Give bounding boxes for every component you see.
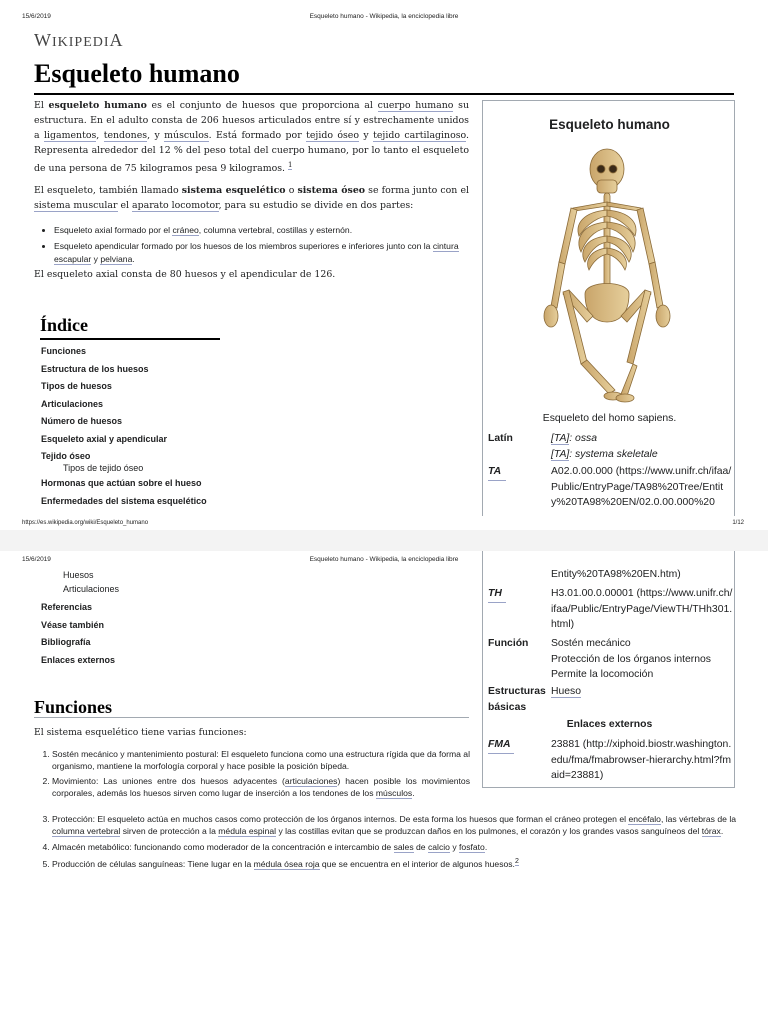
link-medula-espinal[interactable]: médula espinal bbox=[218, 826, 277, 837]
funciones-list bbox=[34, 748, 470, 802]
list-item: 2. Movimiento: Las uniones entre dos huesos adyacentes (articulaciones) hacen posible los movimientos corporales, además los huesos sirven como lugar de inserción a los tendones de los músculos. bbox=[52, 775, 470, 800]
link-cintura-escapular[interactable]: cintura escapular bbox=[54, 241, 459, 264]
title-divider bbox=[34, 93, 734, 95]
list-item: 4. Almacén metabólico: funcionando como moderador de la concentración e intercambio de sales de calcio y fosfato. bbox=[52, 841, 736, 853]
toc-item-enfermedades[interactable]: Enfermedades del sistema esquelético bbox=[41, 495, 207, 506]
page-gap bbox=[0, 530, 768, 551]
list-item: • Esqueleto axial formado por el cráneo, columna vertebral, costillas y esternón. bbox=[54, 224, 474, 237]
infobox-continued: Entity%20TA98%20EN.htm) TH H3.01.00.0.00001 (https://www.unifr.ch/ifaa/Public/EntryPage/ViewTH/THh301.html) Función Sostén mecánico Protección de los órganos internos Permite la locomoción Estructuras básicas Hueso Enlaces externos FMA 23881 (http://xiphoid.biostr.washington.edu/fma/fmabrowser-hierarchy.html?fmaid=23881) bbox=[482, 551, 735, 788]
paragraph-sistema-oseo: El esqueleto, también llamado sistema esquelético o sistema óseo se forma junto con el sistema muscular el aparato locomotor, para su estudio se divide en dos partes: bbox=[34, 185, 469, 211]
funciones-list-cont bbox=[34, 813, 736, 873]
section-title-funciones: Funciones bbox=[34, 697, 113, 717]
list-item: 1. Sostén mecánico y mantenimiento postural: El esqueleto funciona como una estructura rígida que da forma al organismo, mantiene la morfología corporal y hace posible la posición bípeda. bbox=[52, 748, 470, 773]
link-sistema-muscular[interactable]: sistema muscular bbox=[34, 200, 118, 211]
link-cuerpo-humano[interactable]: cuerpo humano bbox=[377, 100, 454, 111]
link-fma-label[interactable]: FMA bbox=[488, 737, 514, 754]
toc-item-vease-tambien[interactable]: Véase también bbox=[41, 619, 105, 630]
toc-item-numero-huesos[interactable]: Número de huesos bbox=[41, 416, 123, 426]
link-columna-vertebral[interactable]: columna vertebral bbox=[52, 826, 121, 837]
section-intro: El sistema esquelético tiene varias funciones: bbox=[34, 727, 247, 738]
link-tejido-cartilaginoso[interactable]: tejido cartilaginoso bbox=[373, 130, 467, 141]
toc-subitem-huesos[interactable]: Huesos bbox=[63, 570, 94, 580]
infobox-title: Esqueleto humano bbox=[549, 117, 670, 132]
link-ta-value-cont[interactable]: Entity%20TA98%20EN.htm) bbox=[551, 569, 681, 580]
link-fosfato[interactable]: fosfato bbox=[459, 841, 485, 852]
skeleton-image[interactable] bbox=[523, 144, 693, 406]
link-tejido-oseo[interactable]: tejido óseo bbox=[306, 130, 360, 141]
link-musculos[interactable]: músculos bbox=[164, 130, 209, 141]
link-hueso[interactable]: Hueso bbox=[551, 686, 582, 697]
link-th-value[interactable]: H3.01.00.0.00001 (https://www.unifr.ch/ifaa/Public/EntryPage/ViewTH/THh301.html) bbox=[551, 588, 733, 630]
print-page-number: 1/12 bbox=[732, 520, 744, 526]
toc-item-estructura[interactable]: Estructura de los huesos bbox=[41, 363, 149, 374]
toc-item-axial-apendicular[interactable]: Esqueleto axial y apendicular bbox=[41, 433, 168, 444]
toc-item-tipos-huesos[interactable]: Tipos de huesos bbox=[41, 381, 112, 391]
paragraph-huesos-axial: El esqueleto axial consta de 80 huesos y el apendicular de 126. bbox=[34, 269, 336, 280]
print-url: https://es.wikipedia.org/wiki/Esqueleto_humano bbox=[22, 520, 149, 526]
toc-item-bibliografia[interactable]: Bibliografía bbox=[41, 637, 91, 647]
section-divider bbox=[34, 717, 469, 718]
toc-item-referencias[interactable]: Referencias bbox=[41, 602, 93, 612]
link-sales[interactable]: sales bbox=[393, 841, 414, 852]
list-item: 5. Producción de células sanguíneas: Tiene lugar en la médula ósea roja que se encuentra en el interior de algunos huesos.$^2$ bbox=[52, 856, 736, 870]
reference-2[interactable]: 2 bbox=[514, 858, 519, 866]
toc-item-tejido-oseo[interactable]: Tejido óseo bbox=[41, 451, 91, 461]
toc-item-hormonas[interactable]: Hormonas que actúan sobre el hueso bbox=[41, 478, 202, 488]
link-ligamentos[interactable]: ligamentos bbox=[44, 130, 97, 141]
list-item: 3. Protección: El esqueleto actúa en muchos casos como protección de los órganos internos. De esta forma los huesos que forman el cráneo protegen el encéfalo, las vértebras de la columna vertebral sirven de protección a la médula espinal y las costillas evitan que se produzcan daños en los pulmones, el corazón y los grandes vasos sanguíneos del tórax. bbox=[52, 813, 736, 838]
toc-subitem-tipos-tejido[interactable]: Tipos de tejido óseo bbox=[63, 463, 144, 473]
table-of-contents bbox=[41, 345, 207, 512]
bullet-list bbox=[34, 224, 474, 269]
intro-paragraph: El esqueleto humano es el conjunto de huesos que proporciona al cuerpo humano su estructura. En el adulto consta de 206 huesos articulados entre sí y estrechamente unidos a ligamentos, tendones, y músculos. Está formado por tejido óseo y tejido cartilaginoso. Representa alrededor del 12 % del peso total del cuerpo humano, por lo tanto el esqueleto de una persona de 75 kilogramos pesa 9 kilogramos. $^1$ bbox=[34, 100, 470, 175]
reference-1[interactable]: 1 bbox=[288, 161, 293, 169]
toc-item-funciones[interactable]: Funciones bbox=[41, 346, 87, 356]
link-calcio[interactable]: calcio bbox=[427, 841, 450, 852]
link-tendones[interactable]: tendones bbox=[103, 130, 148, 141]
link-ta-systema[interactable]: [TA] bbox=[551, 449, 570, 460]
print-header bbox=[0, 13, 768, 23]
link-pelviana[interactable]: pelviana bbox=[100, 254, 133, 264]
print-header-2: 15/6/2019 Esqueleto humano - Wikipedia, la enciclopedia libre bbox=[22, 556, 459, 563]
infobox: Esqueleto humano Esqueleto del homo sapiens. Latín [TA]: ossa [TA]: systema skeletale TA A02.0.00.000 (https://www.unifr.ch/ifaa/Public/EntryPage/TA98%20Tree/Entity%20TA98%20EN/02.0.00.000%20 bbox=[482, 100, 735, 516]
toc-item-enlaces-externos[interactable]: Enlaces externos bbox=[41, 654, 116, 665]
list-item: • Esqueleto apendicular formado por los huesos de los miembros superiores e inferiores junto con la cintura escapular y pelviana. bbox=[54, 240, 474, 266]
link-encefalo[interactable]: encéfalo bbox=[628, 814, 661, 824]
print-date: 15/6/2019 bbox=[22, 13, 51, 20]
link-articulaciones[interactable]: articulaciones bbox=[284, 775, 338, 786]
link-aparato-locomotor[interactable]: aparato locomotor bbox=[132, 200, 219, 211]
link-musculos-2[interactable]: músculos bbox=[375, 788, 413, 799]
link-torax[interactable]: tórax bbox=[701, 826, 721, 837]
infobox-caption: Esqueleto del homo sapiens. bbox=[542, 413, 677, 424]
toc-subitem-articulaciones[interactable]: Articulaciones bbox=[63, 584, 120, 594]
link-ta-value[interactable]: A02.0.00.000 (https://www.unifr.ch/ifaa/Public/EntryPage/TA98%20Tree/Entity%20TA98%20EN/02.0.00.000%20 bbox=[551, 466, 732, 508]
toc-title: Índice bbox=[40, 315, 89, 335]
link-medula-osea-roja[interactable]: médula ósea roja bbox=[253, 859, 320, 870]
link-ta-label[interactable]: TA bbox=[488, 464, 506, 481]
toc-divider bbox=[40, 338, 220, 340]
link-craneo[interactable]: cráneo bbox=[172, 225, 199, 235]
link-ta-ossa[interactable]: [TA] bbox=[551, 433, 570, 444]
infobox-enlaces-externos: Enlaces externos bbox=[566, 719, 653, 730]
link-fma-value[interactable]: 23881 (http://xiphoid.biostr.washington.edu/fma/fmabrowser-hierarchy.html?fmaid=23881) bbox=[551, 739, 732, 781]
table-of-contents-cont bbox=[41, 570, 119, 671]
link-th-label[interactable]: TH bbox=[488, 586, 506, 603]
toc-item-articulaciones[interactable]: Articulaciones bbox=[41, 398, 104, 409]
wikipedia-logo[interactable]: WIKIPEDIA bbox=[34, 30, 124, 50]
page-title: Esqueleto humano bbox=[34, 59, 240, 88]
print-tab-title: Esqueleto humano - Wikipedia, la enciclopedia libre bbox=[309, 13, 459, 20]
